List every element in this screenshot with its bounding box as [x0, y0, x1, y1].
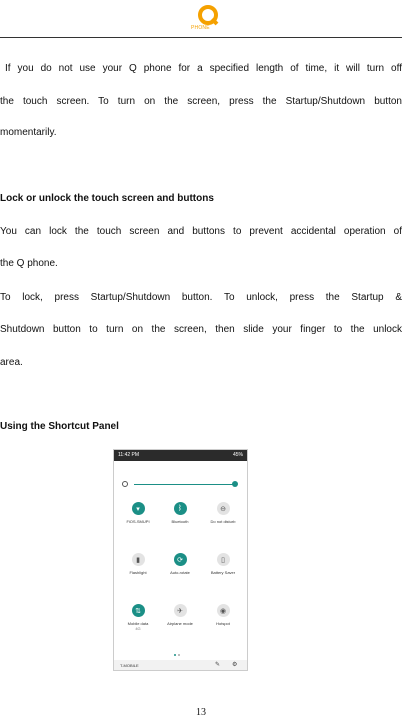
quick-tile[interactable]: [160, 553, 200, 591]
airplane-icon: ✈: [174, 604, 187, 617]
logo-text: PHONE: [191, 25, 210, 31]
section-heading: Using the Shortcut Panel: [0, 421, 119, 432]
quick-tile[interactable]: [203, 502, 243, 540]
paragraph-line: the Q phone.: [0, 258, 58, 269]
quick-tile-sublabel: 4G: [135, 626, 141, 631]
header-rule: [0, 37, 402, 38]
page-indicator: [174, 643, 188, 646]
quick-tile-label: Flashlight: [129, 570, 147, 575]
gear-icon[interactable]: ⚙: [232, 662, 238, 668]
paragraph-line: Shutdown button to turn on the screen, then slide your finger to the unlock: [0, 324, 402, 335]
quick-tile-label: FiOS-SMUPI: [126, 519, 150, 524]
quick-tile-label: Do not disturb: [210, 519, 236, 524]
shortcut-panel-screenshot: [113, 449, 248, 671]
wifi-icon: ▾: [132, 502, 145, 515]
quick-tile-label: Bluetooth: [171, 519, 189, 524]
paragraph-line: To lock, press Startup/Shutdown button. To unlock, press the Startup &: [0, 292, 402, 303]
quick-tile[interactable]: [118, 502, 158, 540]
quick-tile[interactable]: [160, 604, 200, 642]
quick-tile[interactable]: [118, 604, 158, 642]
paragraph-line: area.: [0, 357, 23, 368]
quick-tile[interactable]: [118, 553, 158, 591]
bluetooth-icon: ᛒ: [174, 502, 187, 515]
quick-tile-label: Mobile data: [127, 621, 149, 626]
paragraph-line: momentarily.: [0, 127, 57, 138]
panel-footer: [114, 660, 247, 671]
paragraph-line: the touch screen. To turn on the screen, press the Startup/Shutdown button: [0, 96, 402, 107]
status-time: 11:42 PM: [118, 452, 140, 458]
paragraph-line: If you do not use your Q phone for a specified length of time, it will turn off: [5, 63, 402, 74]
brightness-slider[interactable]: [134, 484, 234, 485]
edit-icon[interactable]: ✎: [215, 662, 221, 668]
mobile-data-icon: ⇅: [132, 604, 145, 617]
hotspot-icon: ◉: [217, 604, 230, 617]
paragraph-line: You can lock the touch screen and buttons to prevent accidental operation of: [0, 226, 402, 237]
status-bar: [114, 450, 247, 461]
brightness-knob[interactable]: [232, 481, 238, 487]
dnd-icon: ⊖: [217, 502, 230, 515]
page-number: 13: [196, 707, 206, 718]
quick-tile[interactable]: [203, 553, 243, 591]
quick-tile-label: Battery Saver: [210, 570, 236, 575]
quick-tile[interactable]: [203, 604, 243, 642]
carrier-label: T-MOBILE: [120, 663, 139, 668]
quick-tile-label: Hotspot: [216, 621, 230, 626]
brightness-icon[interactable]: [122, 481, 128, 487]
quick-tile-label: Auto-rotate: [170, 570, 190, 575]
rotate-icon: ⟳: [174, 553, 187, 566]
quick-tile-label: Airplane mode: [167, 621, 193, 626]
flashlight-icon: ▮: [132, 553, 145, 566]
page-header: [0, 0, 402, 38]
section-heading: Lock or unlock the touch screen and buttons: [0, 193, 214, 204]
battery-icon: ▯: [217, 553, 230, 566]
status-battery: 45%: [232, 452, 243, 458]
quick-tile[interactable]: [160, 502, 200, 540]
